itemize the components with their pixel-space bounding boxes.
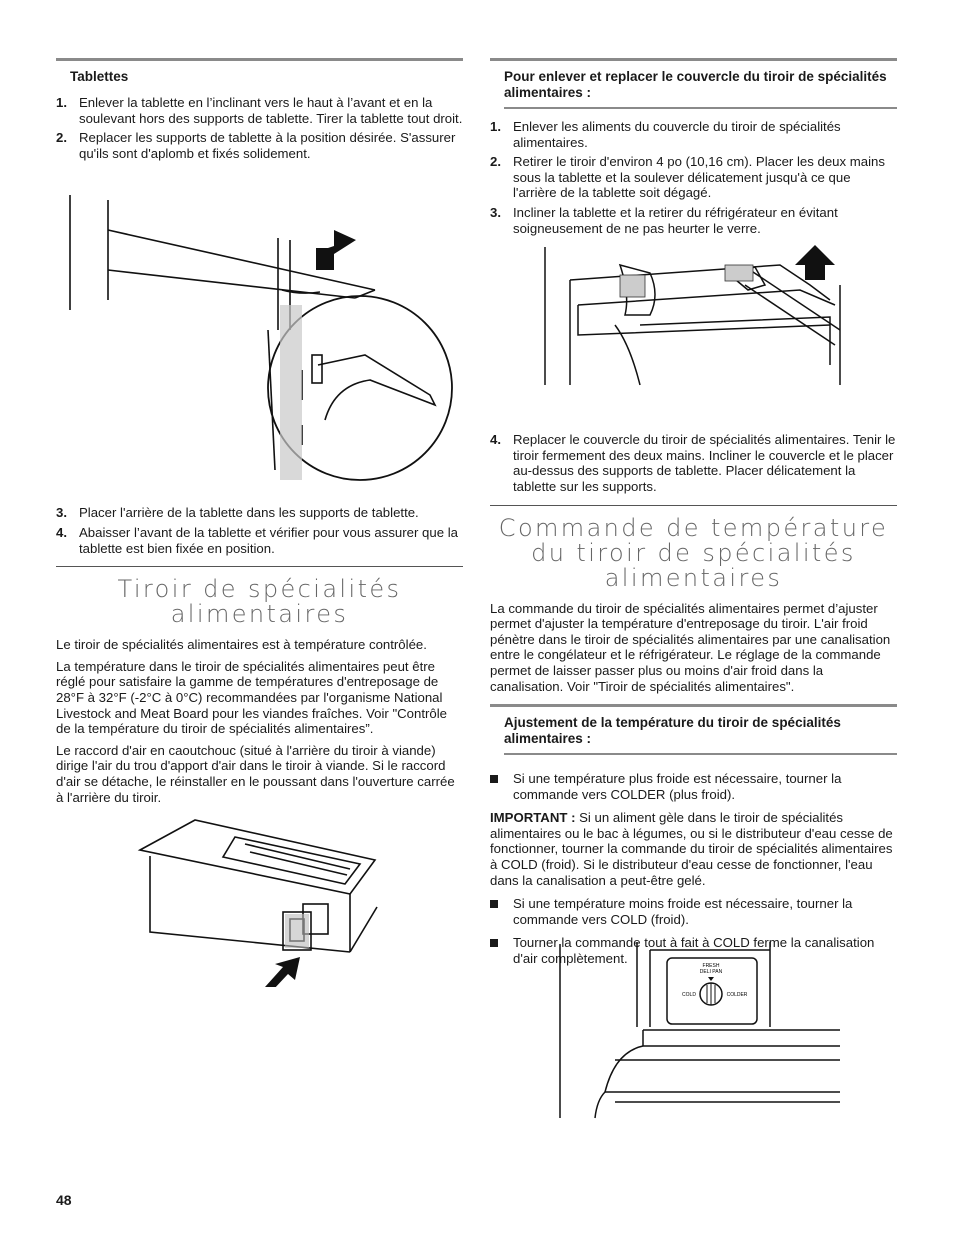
important-text: Si un aliment gèle dans le tiroir de spécialités alimentaires ou le bac à légumes, ou si le distributeur d'eau cesse de fonctionner, tourner la commande du tiroir de spécialités alimentaires à COLD (froid). Si le distributeur d'eau cesse de fonctionner, l'eau dans la canalisation a peut-être gelé. <box>490 810 893 888</box>
section-rule <box>56 566 463 567</box>
step-text: Enlever les aliments du couvercle du tiroir de spécialités alimentaires. <box>513 119 841 150</box>
list-item: Tourner la commande tout à fait à COLD ferme la canalisation d'air complètement. <box>490 935 897 966</box>
dial-label-cold: COLD <box>682 992 696 998</box>
tablettes-steps-b <box>56 505 463 556</box>
section-rule <box>490 704 897 707</box>
page-number: 48 <box>56 1192 72 1208</box>
list-item <box>56 130 463 161</box>
commande-title-line: alimentaires <box>604 563 783 592</box>
couvercle-steps-b <box>490 432 897 494</box>
tiroir-title-line: Tiroir de spécialités <box>117 575 402 604</box>
step-text: Enlever la tablette en l’inclinant vers le haut à l’avant et en la soulevant hors des supports de tablette. Tirer la tablette tout droit. <box>79 95 463 126</box>
important-note <box>490 810 897 888</box>
cover-removal-illustration <box>540 245 845 390</box>
step-text: Abaisser l’avant de la tablette et vérifier pour vous assurer que la tablette est bien fixée en position. <box>79 524 458 556</box>
tiroir-title-line: alimentaires <box>170 600 349 629</box>
step-number: 1. <box>56 95 67 110</box>
shelf-removal-illustration <box>60 190 460 500</box>
list-item: Si une température moins froide est nécessaire, tourner la commande vers COLD (froid). <box>490 896 897 927</box>
dial-label-top2: DELI PAN <box>699 969 723 975</box>
step-number: 4. <box>490 432 501 448</box>
list-item <box>490 119 897 150</box>
step-number: 2. <box>490 154 501 170</box>
tablettes-heading: Tablettes <box>70 69 129 84</box>
important-label: IMPORTANT : <box>490 810 576 826</box>
step-text: Replacer les supports de tablette à la position désirée. S'assurer qu'ils sont d'aplomb et fixés solidement. <box>79 130 456 161</box>
step-text: Placer l'arrière de la tablette dans les supports de tablette. <box>79 505 419 521</box>
list-item <box>56 505 463 521</box>
dial-label-top: FRESH <box>702 963 720 969</box>
ajustement-heading: Ajustement de la température du tiroir de spécialités alimentaires : <box>504 715 897 755</box>
right-column <box>490 58 897 975</box>
list-item <box>490 154 897 201</box>
list-item <box>490 432 897 494</box>
step-number: 3. <box>56 505 67 521</box>
step-number: 1. <box>490 119 501 134</box>
tablettes-steps-a <box>56 95 463 161</box>
step-number: 2. <box>56 130 67 146</box>
list-item <box>56 525 463 556</box>
commande-title-line: Commande de température <box>498 513 889 542</box>
step-number: 4. <box>56 524 67 540</box>
temperature-control-illustration <box>555 942 845 1120</box>
dial-label-colder: COLDER <box>726 992 748 998</box>
list-item: Si une température plus froide est nécessaire, tourner la commande vers COLDER (plus froid). <box>490 771 897 802</box>
drawer-air-fitting-illustration <box>135 812 385 987</box>
paragraph: La température dans le tiroir de spécialités alimentaires peut être réglé pour satisfaire la gamme de températures d'entreposage de 28°F à 32°F (-2°C à 0°C) recommandées par l'organisme National Livestock and Meat Board pour les viandes fraîches. Voir "Contrôle de la température du tiroir de spécialités alimentaires”. <box>56 658 447 737</box>
step-text: Incliner la tablette et la retirer du réfrigérateur en évitant soigneusement de ne pas heurter le verre. <box>513 204 838 236</box>
tiroir-title <box>56 577 463 627</box>
list-item <box>56 95 463 126</box>
step-text: Replacer le couvercle du tiroir de spécialités alimentaires. Tenir le tiroir fermement des deux mains. Incliner le couvercle et le placer au-dessus des supports de tablette. Placer délicatement la tablette sur les supports. <box>513 432 896 494</box>
section-rule <box>56 58 463 61</box>
tiroir-paragraphs <box>56 637 463 805</box>
paragraph: Le tiroir de spécialités alimentaires est à température contrôlée. <box>56 637 427 653</box>
section-rule <box>490 58 897 61</box>
step-text: Retirer le tiroir d'environ 4 po (10,16 cm). Placer les deux mains sous la tablette et la soulever délicatement jusqu'à ce que l'arrière de la tablette soit dégagé. <box>513 154 885 201</box>
list-item <box>490 205 897 236</box>
couvercle-heading: Pour enlever et replacer le couvercle du tiroir de spécialités alimentaires : <box>504 69 897 109</box>
section-rule <box>490 505 897 506</box>
commande-title-line: du tiroir de spécialités <box>531 538 856 567</box>
ajustement-bullets <box>490 771 897 802</box>
commande-title <box>490 513 897 592</box>
paragraph: Le raccord d'air en caoutchouc (situé à l'arrière du tiroir à viande) dirige l'air du trou d'apport d'air dans le tiroir à viande. Si le raccord d'air se détache, le réinstaller en le poussant dans l'ouverture carrée à l'arrière du tiroir. <box>56 742 455 805</box>
commande-paragraph: La commande du tiroir de spécialités alimentaires permet d’ajuster permet d'ajuster la température d'entreposage du tiroir. L'air froid pénètre dans le tiroir de spécialités alimentaires par une canalisation entre le congélateur et le réfrigérateur. Le réglage de la commande permet de laisser passer plus ou moins d'air froid dans la canalisation. Voir "Tiroir de spécialités alimentaires". <box>490 600 891 694</box>
couvercle-steps-a <box>490 119 897 236</box>
step-number: 3. <box>490 204 501 220</box>
